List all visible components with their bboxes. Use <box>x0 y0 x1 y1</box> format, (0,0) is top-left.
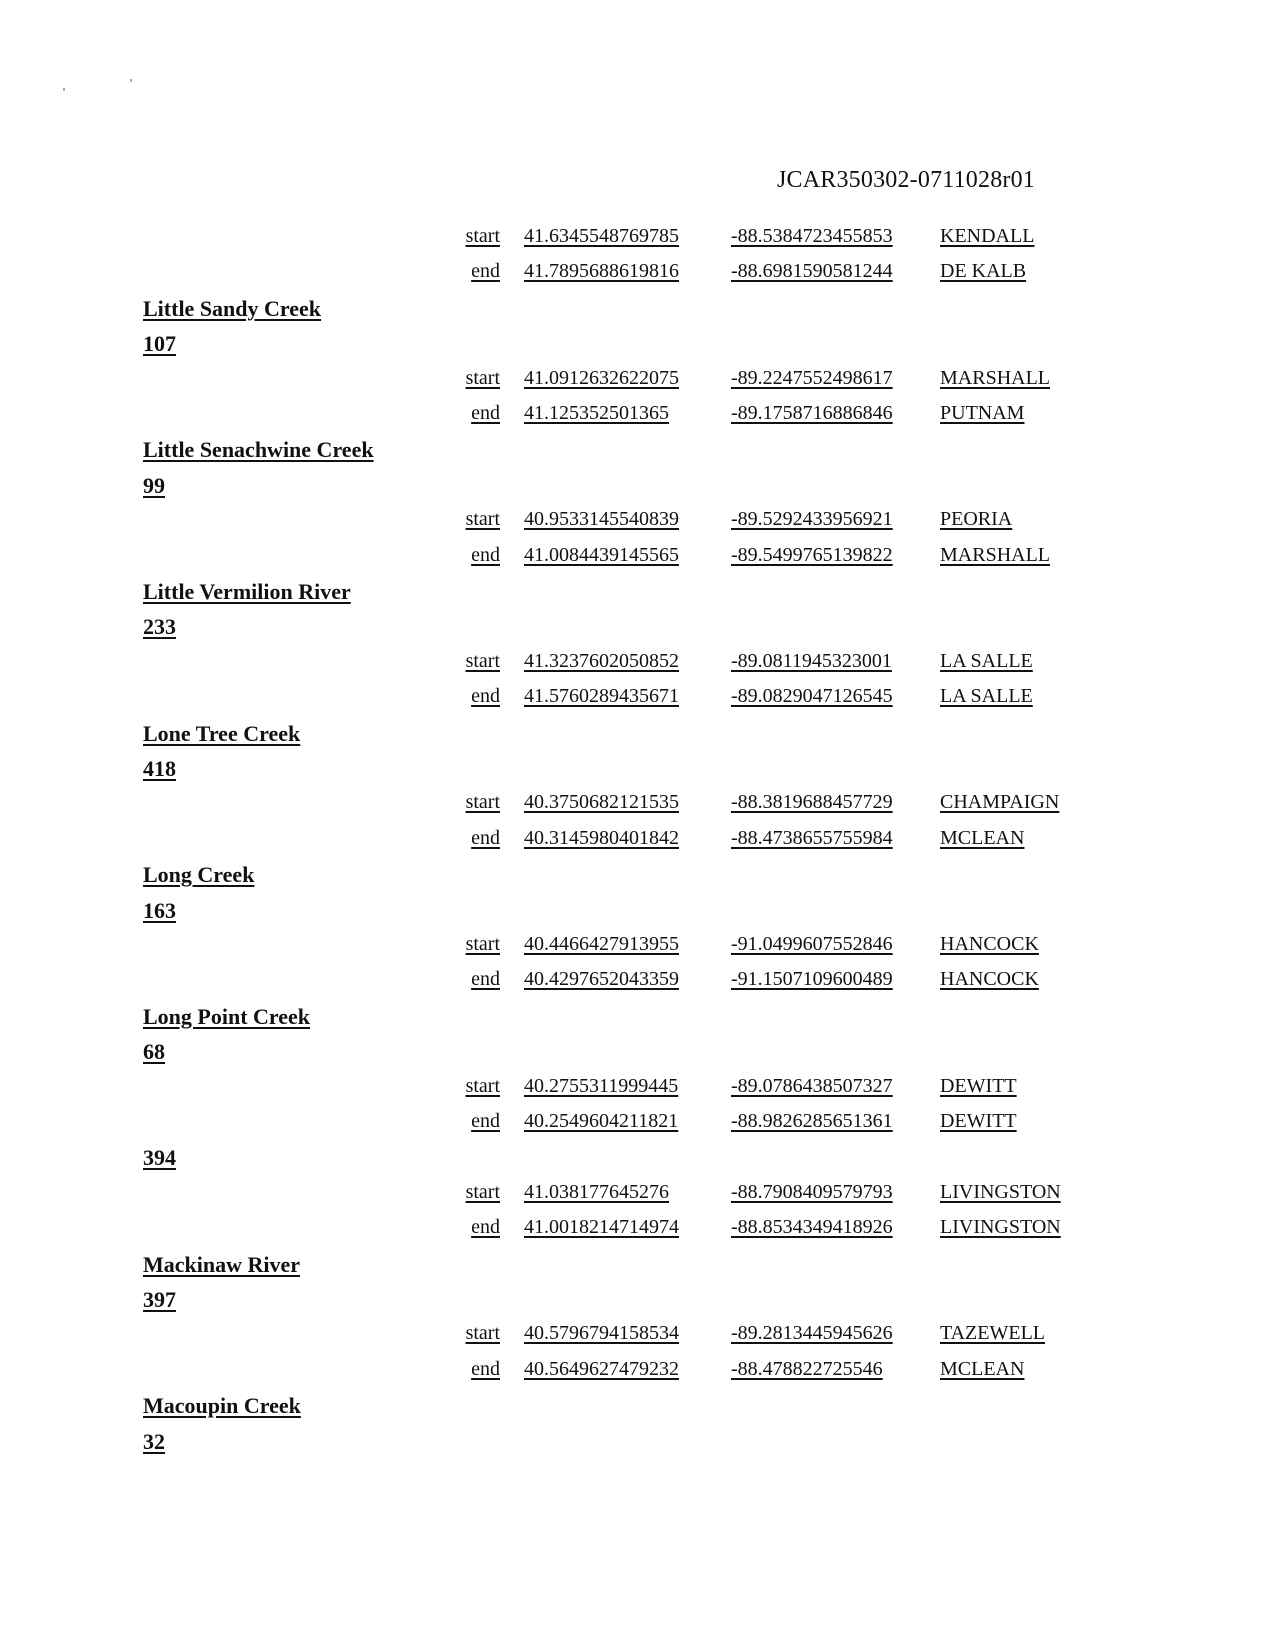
longitude-value: -88.8534349418926 <box>731 1216 893 1239</box>
county-name: MCLEAN <box>940 826 1025 849</box>
segment-number: 394 <box>143 1145 176 1171</box>
county-name: PUTNAM <box>940 402 1025 424</box>
longitude-value: -89.0829047126545 <box>731 685 893 708</box>
point-type-label: start <box>465 1074 500 1097</box>
document-id: JCAR350302-0711028r01 <box>777 167 1035 193</box>
longitude-value: -91.1507109600489 <box>731 968 893 991</box>
latitude-value: 41.0018214714974 <box>524 1216 679 1239</box>
county-name: HANCOCK <box>940 933 1039 955</box>
stream-name: Little Sandy Creek <box>143 295 322 321</box>
latitude-value: 40.3750682121535 <box>524 791 679 814</box>
segment-number: 233 <box>143 614 176 640</box>
point-type-label: end <box>471 402 500 424</box>
segment-number: 99 <box>143 472 165 498</box>
segment-number: 32 <box>143 1428 165 1454</box>
segment-number: 418 <box>143 756 176 781</box>
county-name: PEORIA <box>940 508 1013 531</box>
point-type-label: start <box>465 1322 500 1345</box>
point-type-label: start <box>465 1180 500 1203</box>
latitude-value: 41.038177645276 <box>524 1180 669 1203</box>
latitude-value: 40.5649627479232 <box>524 1357 679 1380</box>
longitude-value: -88.4738655755984 <box>731 826 893 849</box>
stream-name: Long Creek <box>143 862 255 888</box>
stream-name: Lone Tree Creek <box>143 720 301 746</box>
latitude-value: 41.7895688619816 <box>524 260 679 283</box>
scan-speck <box>130 79 132 82</box>
county-name: LIVINGSTON <box>940 1216 1061 1239</box>
latitude-value: 40.4466427913955 <box>524 933 679 955</box>
point-type-label: end <box>471 685 500 708</box>
stream-name: Mackinaw River <box>143 1251 301 1277</box>
longitude-value: -91.0499607552846 <box>731 933 893 955</box>
longitude-value: -89.1758716886846 <box>731 402 893 424</box>
point-type-label: end <box>471 826 500 849</box>
longitude-value: -89.0786438507327 <box>731 1074 893 1097</box>
longitude-value: -89.2247552498617 <box>731 366 893 389</box>
point-type-label: start <box>465 649 500 672</box>
segment-number: 68 <box>143 1039 165 1065</box>
stream-name: Little Vermilion River <box>143 579 351 604</box>
segment-number: 163 <box>143 897 176 923</box>
latitude-value: 40.4297652043359 <box>524 968 679 991</box>
latitude-value: 41.5760289435671 <box>524 685 679 708</box>
county-name: KENDALL <box>940 225 1035 247</box>
scan-speck <box>63 88 65 91</box>
longitude-value: -88.478822725546 <box>731 1357 883 1380</box>
point-type-label: end <box>471 968 500 991</box>
latitude-value: 41.0084439145565 <box>524 543 679 566</box>
latitude-value: 40.2549604211821 <box>524 1110 679 1132</box>
point-type-label: end <box>471 1216 500 1239</box>
longitude-value: -89.5292433956921 <box>731 508 893 531</box>
latitude-value: 40.9533145540839 <box>524 508 679 531</box>
point-type-label: start <box>465 366 500 389</box>
stream-name: Little Senachwine Creek <box>143 437 374 463</box>
county-name: TAZEWELL <box>940 1322 1046 1345</box>
longitude-value: -89.0811945323001 <box>731 649 892 672</box>
point-type-label: start <box>465 933 500 955</box>
county-name: LA SALLE <box>940 649 1033 672</box>
latitude-value: 41.0912632622075 <box>524 366 679 389</box>
latitude-value: 41.6345548769785 <box>524 225 679 247</box>
county-name: HANCOCK <box>940 968 1039 991</box>
stream-name: Long Point Creek <box>143 1003 311 1029</box>
county-name: DEWITT <box>940 1074 1017 1097</box>
county-name: DE KALB <box>940 260 1027 283</box>
county-name: LIVINGSTON <box>940 1180 1061 1203</box>
county-name: DEWITT <box>940 1110 1017 1132</box>
segment-number: 107 <box>143 331 176 357</box>
county-name: MARSHALL <box>940 366 1051 389</box>
point-type-label: start <box>465 225 500 247</box>
point-type-label: end <box>471 543 500 566</box>
latitude-value: 40.5796794158534 <box>524 1322 679 1345</box>
longitude-value: -88.5384723455853 <box>731 225 893 247</box>
point-type-label: end <box>471 1357 500 1380</box>
point-type-label: start <box>465 508 500 531</box>
segment-number: 397 <box>143 1287 176 1312</box>
longitude-value: -89.5499765139822 <box>731 543 893 566</box>
county-name: LA SALLE <box>940 685 1033 708</box>
longitude-value: -88.9826285651361 <box>731 1110 893 1132</box>
point-type-label: end <box>471 1110 500 1132</box>
county-name: MCLEAN <box>940 1357 1025 1380</box>
point-type-label: end <box>471 260 500 283</box>
longitude-value: -88.7908409579793 <box>731 1180 893 1203</box>
county-name: MARSHALL <box>940 543 1051 566</box>
latitude-value: 40.2755311999445 <box>524 1074 679 1097</box>
latitude-value: 40.3145980401842 <box>524 826 679 849</box>
stream-name: Macoupin Creek <box>143 1393 301 1419</box>
longitude-value: -88.3819688457729 <box>731 791 893 814</box>
latitude-value: 41.3237602050852 <box>524 649 679 672</box>
longitude-value: -88.6981590581244 <box>731 260 893 283</box>
longitude-value: -89.2813445945626 <box>731 1322 893 1345</box>
county-name: CHAMPAIGN <box>940 791 1060 814</box>
point-type-label: start <box>465 791 500 814</box>
latitude-value: 41.125352501365 <box>524 402 669 424</box>
